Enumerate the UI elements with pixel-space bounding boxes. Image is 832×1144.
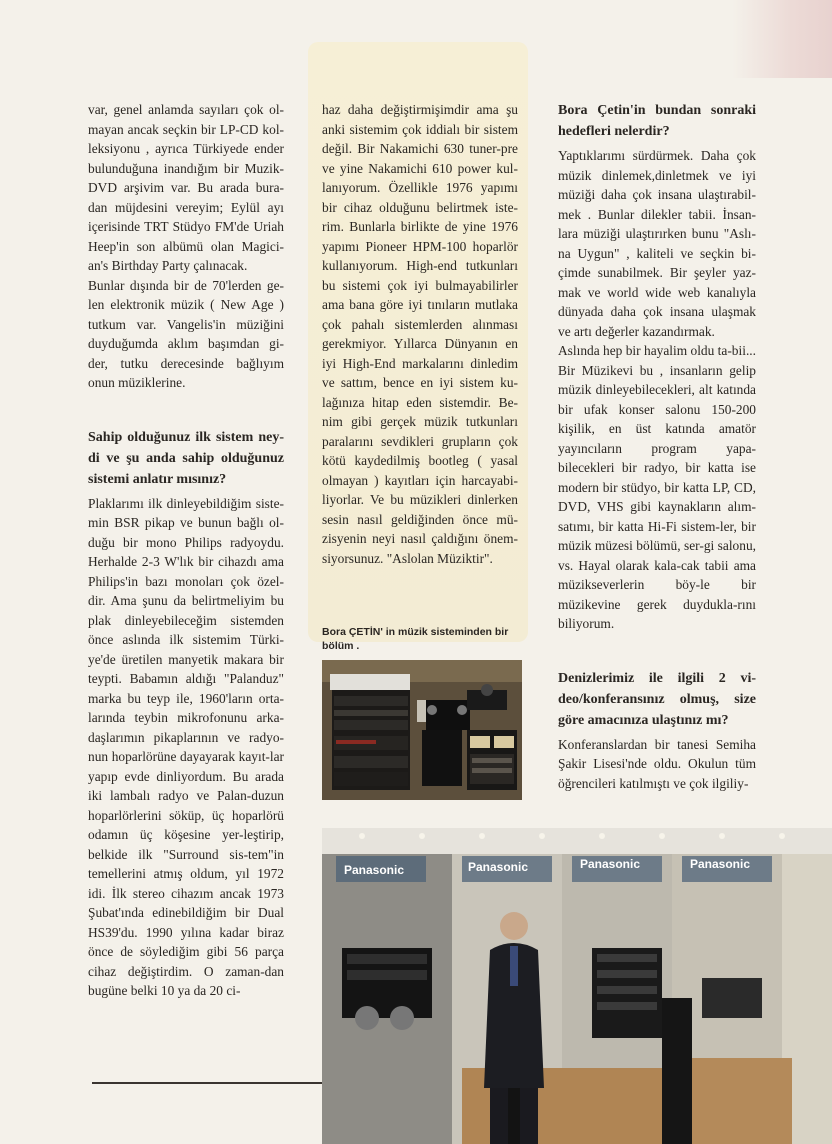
bottom-rule	[92, 1082, 322, 1084]
interview-question: Sahip olduğunuz ilk sistem ney-di ve şu anda sahip olduğunuz sistemi anlatır mısınız?	[88, 429, 284, 487]
text-column-1	[88, 100, 284, 1001]
panasonic-sign: Panasonic	[580, 857, 641, 871]
paragraph: var, genel anlamda sayıları çok ol-mayan ancak seçkin bir LP-CD kol-leksiyonu , ayrıca Türkiyede ender bulunduğuna inandığım bir Muzik-DVD arşivim var. Bu arada bura-dan müjdesini vereyim; Eylül ayı içerisinde TRT Stüdyo FM'de Uriah Heep'in son albümü olan Magici-an's Birthday Party çalınacak.	[88, 102, 284, 273]
panasonic-sign: Panasonic	[344, 863, 405, 877]
text-column-2	[322, 100, 518, 568]
showroom-illustration	[322, 828, 832, 1144]
text-column-3	[558, 100, 756, 793]
paragraph: Bunlar dışında bir de 70'lerden ge-len elektronik müzik ( New Age ) tutkum var. Vangelis'in müziğini duyduğumda aklım başımdan gi-der, tutku derecesinde bağlıyım onun müziklerine.	[88, 277, 284, 390]
showroom-photo	[322, 828, 832, 1144]
panasonic-sign: Panasonic	[690, 857, 751, 871]
photo-caption: Bora ÇETİN' in müzik sisteminden bir bölüm .	[322, 626, 509, 652]
panasonic-sign: Panasonic	[468, 860, 529, 874]
interview-question: Bora Çetin'in bundan sonraki hedefleri nelerdir?	[558, 103, 756, 139]
paragraph: haz daha değiştirmişimdir ama şu anki sistemim çok iddialı bir sistem değil. Bir Nakamichi 630 tuner-pre ve yine Nakamichi 610 power kul-lanıyorum. Özellikle 1976 yapımı bir cihaz olduğunu belirtmek iste-rim. Bunlarla birlikte de yine 1976 yapımı Pioneer HPM-100 hoparlör kullanıyorum. High-end tutkunları bu sistemi çok iyi bulmayabilirler ama bana göre iyi tınıların mutlaka çok pahalı sistemlerden alınması gerekmiyor. Yıllarca Dünyanın en iyi High-End markalarını dinledim ve sattım, bence en iyi sistem ku-lağınıza hitap eden sistemdir. Be-nim gibi gerçek müzik tutkunları paralarını sevdikleri grupların çok kötü kaydedilmiş bootleg ( yasal olmayan ) kayıtları için harcayabi-liyorlar. Ve bu müzikleri dinlerken sesin nasıl geldiğinden önce mü-zisyenin neyi nasıl çaldığını önem-siyorsunuz. "Aslolan Müziktir".	[322, 102, 518, 566]
paragraph: Yaptıklarımı sürdürmek. Daha çok müzik dinlemek,dinletmek ve iyi müziği daha çok insana ulaştırabil-mek . Bunlar dilekler tabii. İnsan-lara müziği ulaştırırken bunu "Aslı-na Uygun" , kaliteli ve seçkin bi-çimde sunabilmek. Bir şeyler yaz-mak ve world wide web kanalıyla dünyada daha çok insana ulaşmak ve artı değerler kazandırmak.	[558, 148, 756, 339]
paragraph: Aslında hep bir hayalim oldu ta-bii... Bir Müzikevi bu , insanların gelip müzik dinleyebilecekleri, alt katında bir ufak konser salonu 150-200 kişilik, en üst katında amatör yayıncıların program yapa-bilecekleri bir radyo, bir katta ise modern bir stüdyo, bir katta LP, CD, DVD, VHS gibi kaynakların alım-satımı, bir katta Hi-Fi sistem-ler, bir müzik müzesi bölümü, ser-gi salonu, vs. Hayal olarak kala-cak tabii ama müzikseverlerin böy-le bir müzikevine gerek duydukla-rını biliyorum.	[558, 343, 756, 631]
stereo-system-illustration	[322, 660, 522, 800]
corner-tab	[732, 0, 832, 78]
interview-question: Denizlerimiz ile ilgili 2 vi-deo/konferansınız olmuş, size göre amacınıza ulaştınız mı?	[558, 670, 756, 728]
paragraph: Konferanslardan bir tanesi Semiha Şakir Lisesi'nde oldu. Okulun tüm öğrencileri katılmıştı ve çok ilgiliy-	[558, 736, 756, 791]
paragraph: Plaklarımı ilk dinleyebildiğim siste-min BSR pikap ve bunun bağlı ol-duğu bir mono Philips radyoydu. Herhalde 2-3 W'lık bir cihazdı ama Philips'in bazı monoları çok özel-dir. Ama şunu da belirtmeliyim bu plak dinleyebileceğim sistemden önce aslında ilk sistemim Türki-ye'de üretilen manyetik makara bir teypti. Babamın aldığı "Palanduz" marka bu teyp ile, 1960'ların orta-larında teybin mikrofonunu arka-daşlarımın pikaplarının ve radyo-nun hoparlörüne dayayarak kayıt-lar yapıp evde dinliyordum. Bu arada iki lambalı radyo ve Palan-duzun hoparlörlerini söküp, üç hoparlörü odamın üç köşesine yer-leştirip, belkide ilk "Surround sis-tem"in temellerini atmış oldum, yıl 1972 idi. İlk stereo cihazım ancak 1973 Şubat'ında edinebildiğim bir Dual HS39'du. 1990 yılına kadar biraz önce de söylediğim gibi 56 parça cihaz değiştirdim. O zaman-dan bugüne belki 10 ya da 20 ci-	[88, 495, 284, 998]
stereo-system-photo	[322, 660, 522, 800]
